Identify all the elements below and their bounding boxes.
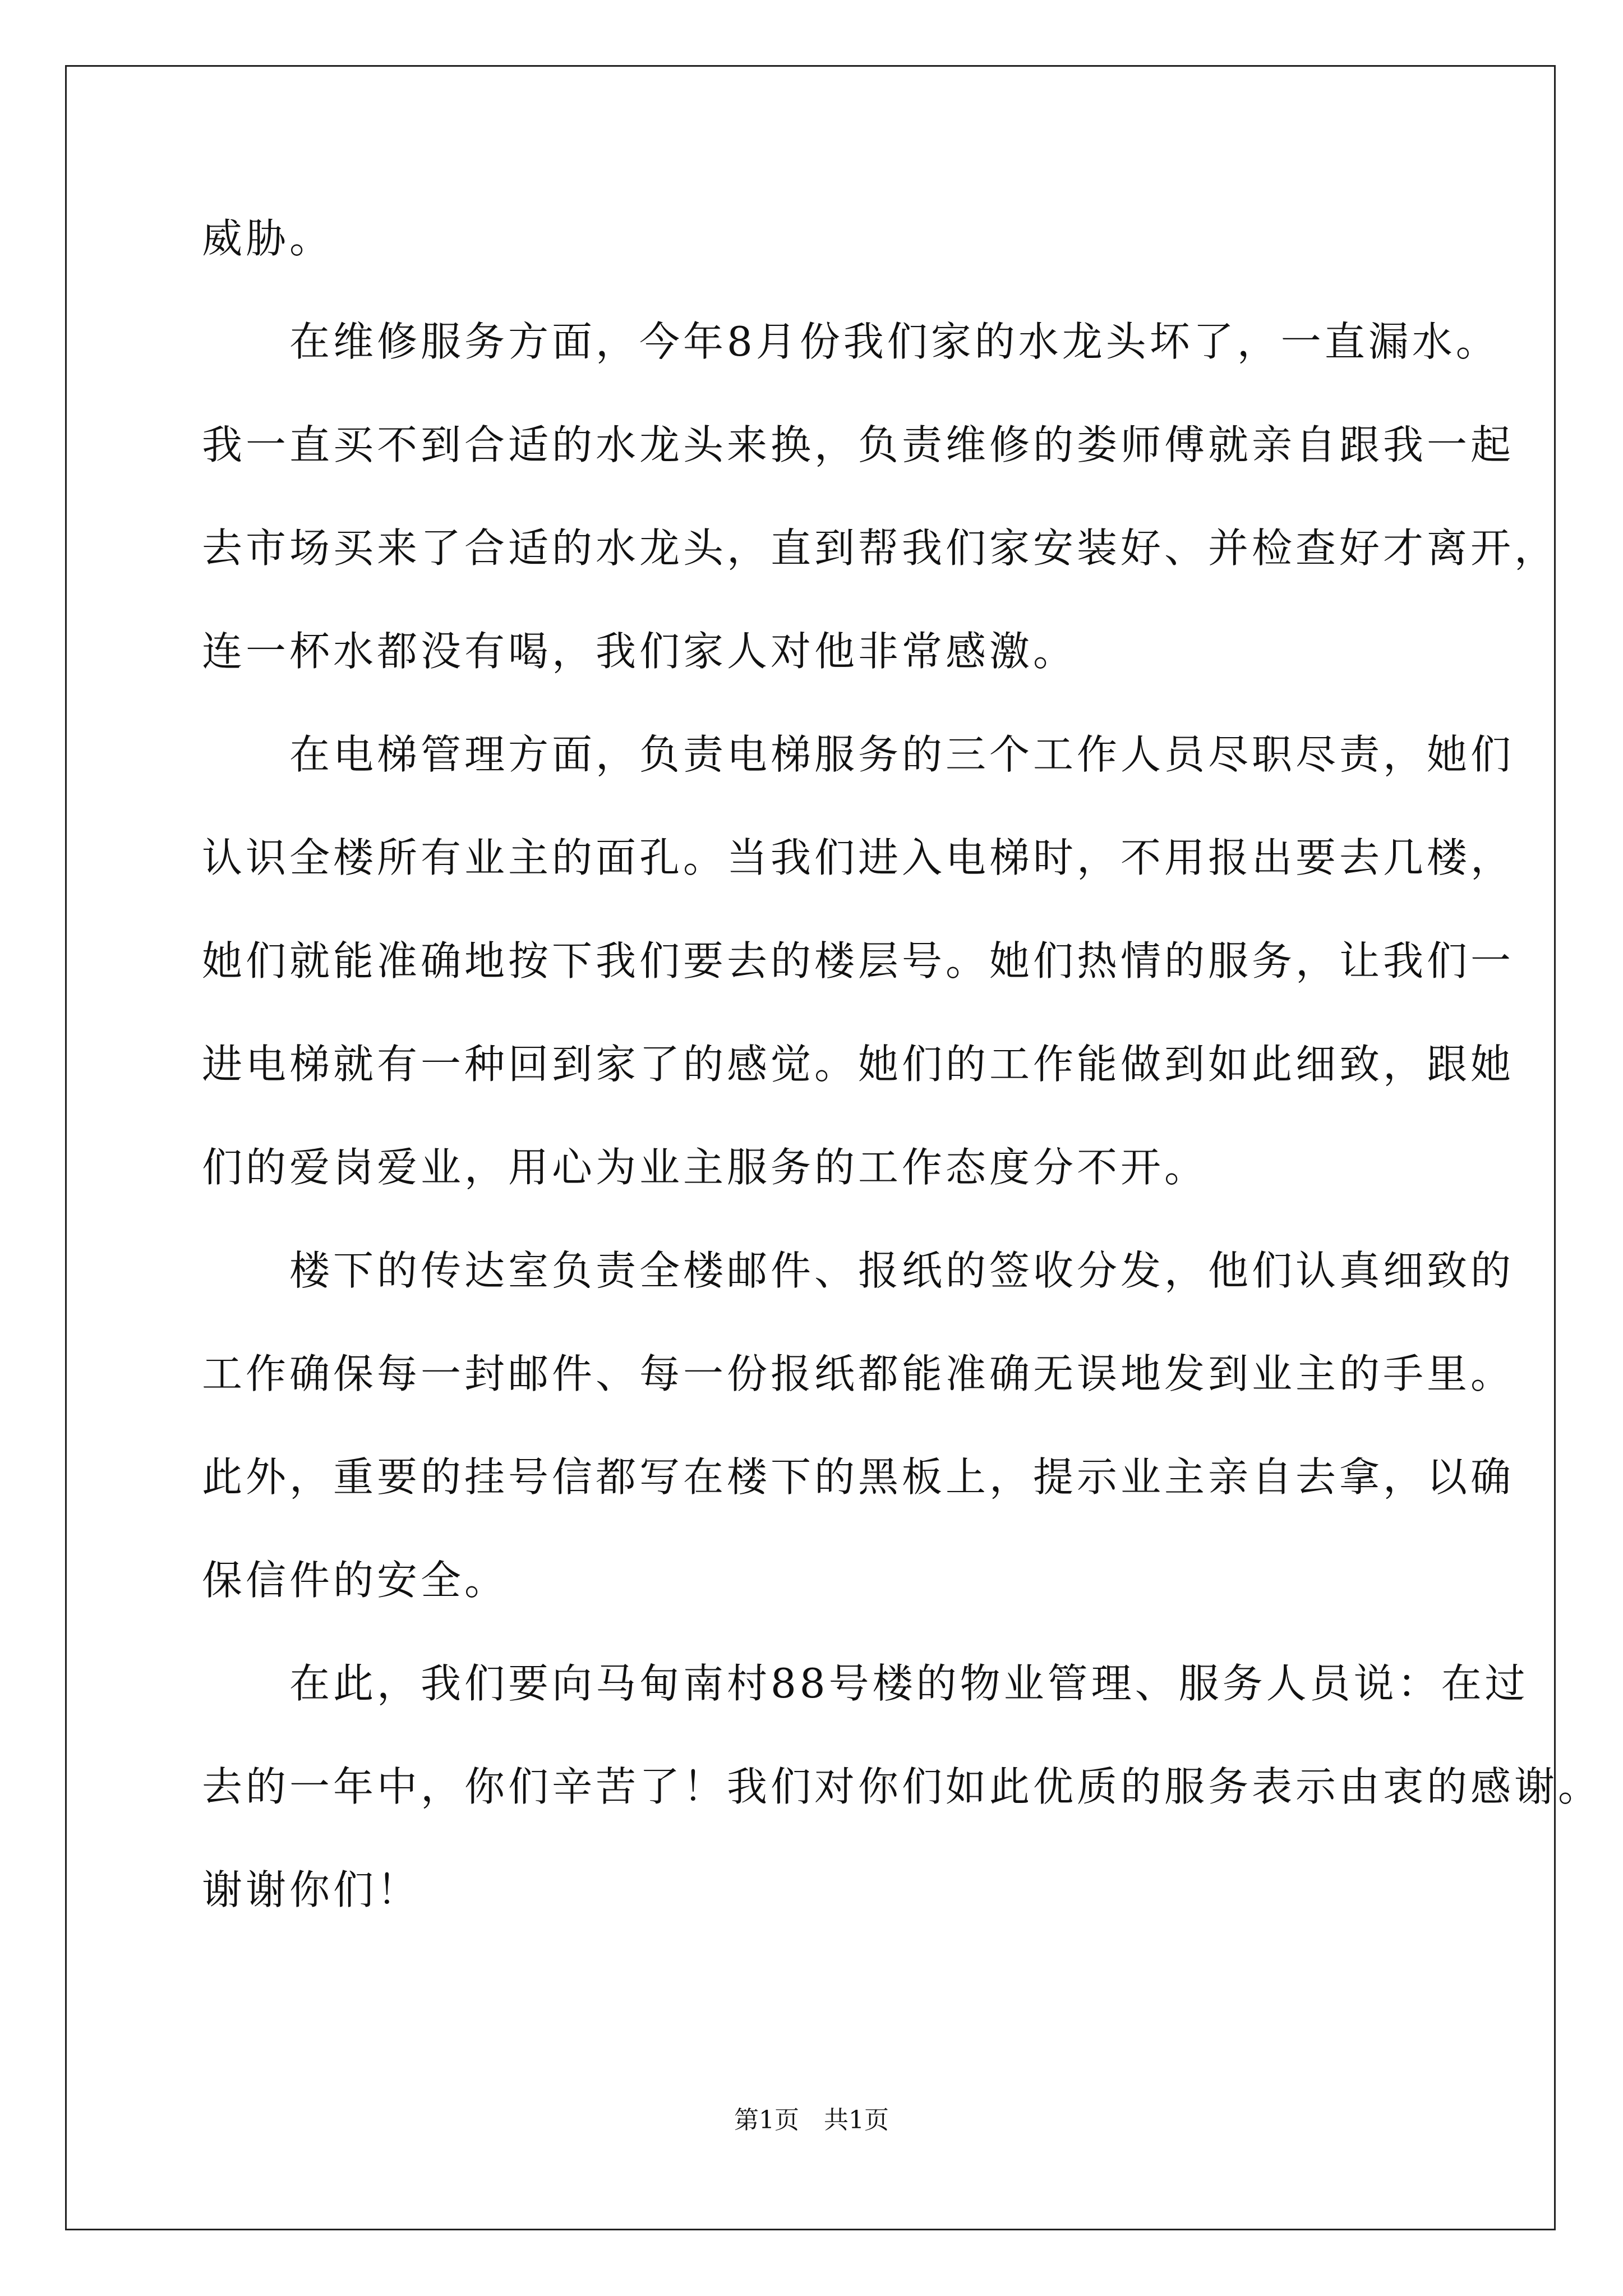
text-line: 们的爱岗爱业，用心为业主服务的工作态度分不开。 bbox=[202, 1144, 1209, 1191]
text-line: 她们就能准确地按下我们要去的楼层号。她们热情的服务，让我们一 bbox=[202, 937, 1515, 984]
text-line: 在维修服务方面，今年8月份我们家的水龙头坏了，一直漏水。 bbox=[202, 318, 1500, 365]
text-line: 工作确保每一封邮件、每一份报纸都能准确无误地发到业主的手里。 bbox=[202, 1350, 1515, 1397]
text-line: 保信件的安全。 bbox=[202, 1557, 509, 1604]
text-line: 进电梯就有一种回到家了的感觉。她们的工作能做到如此细致，跟她 bbox=[202, 1041, 1515, 1088]
text-line: 认识全楼所有业主的面孔。当我们进入电梯时，不用报出要去几楼， bbox=[202, 834, 1515, 881]
text-line: 去的一年中，你们辛苦了！我们对你们如此优质的服务表示由衷的感谢。 bbox=[202, 1763, 1602, 1810]
text-line: 我一直买不到合适的水龙头来换，负责维修的娄师傅就亲自跟我一起 bbox=[202, 421, 1515, 468]
text-line: 谢谢你们！ bbox=[202, 1866, 421, 1913]
text-line: 此外，重要的挂号信都写在楼下的黑板上，提示业主亲自去拿，以确 bbox=[202, 1453, 1515, 1501]
text-line: 去市场买来了合适的水龙头，直到帮我们家安装好、并检查好才离开， bbox=[202, 524, 1559, 572]
text-line: 楼下的传达室负责全楼邮件、报纸的签收分发，他们认真细致的 bbox=[202, 1247, 1515, 1294]
text-line: 在电梯管理方面，负责电梯服务的三个工作人员尽职尽责，她们 bbox=[202, 731, 1515, 778]
text-line: 威胁。 bbox=[202, 215, 334, 262]
text-line: 连一杯水都没有喝，我们家人对他非常感激。 bbox=[202, 628, 1077, 675]
text-line: 在此，我们要向马甸南村88号楼的物业管理、服务人员说：在过 bbox=[202, 1660, 1529, 1707]
page-footer: 第1页 共1页 bbox=[734, 2106, 889, 2134]
